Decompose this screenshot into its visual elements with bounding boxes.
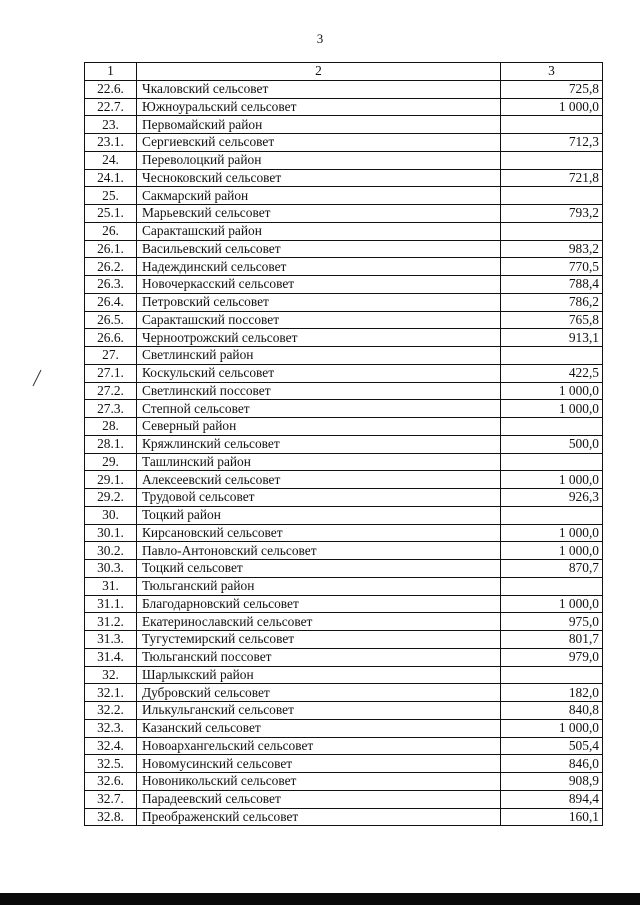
row-value (501, 116, 603, 134)
table-row (85, 364, 603, 382)
row-value: 1 000,0 (501, 400, 603, 418)
row-name: Преображенский сельсовет (137, 808, 501, 826)
row-number: 30. (85, 506, 137, 524)
row-name: Дубровский сельсовет (137, 684, 501, 702)
row-name: Коскульский сельсовет (137, 364, 501, 382)
row-value: 500,0 (501, 435, 603, 453)
row-number: 29. (85, 453, 137, 471)
row-value (501, 666, 603, 684)
row-name: Южноуральский сельсовет (137, 98, 501, 116)
row-number: 31.2. (85, 613, 137, 631)
row-value: 1 000,0 (501, 382, 603, 400)
row-number: 32.8. (85, 808, 137, 826)
table-row (85, 98, 603, 116)
row-number: 32.4. (85, 737, 137, 755)
row-number: 29.2. (85, 489, 137, 507)
table-row (85, 151, 603, 169)
row-number: 26.2. (85, 258, 137, 276)
table-row (85, 205, 603, 223)
row-number: 32.2. (85, 702, 137, 720)
row-number: 30.3. (85, 560, 137, 578)
row-name: Новоархангельский сельсовет (137, 737, 501, 755)
scan-edge-bar (0, 893, 640, 905)
row-number: 26.4. (85, 293, 137, 311)
row-name: Тоцкий район (137, 506, 501, 524)
row-value: 788,4 (501, 276, 603, 294)
table-row (85, 116, 603, 134)
row-name: Надеждинский сельсовет (137, 258, 501, 276)
row-name: Черноотрожский сельсовет (137, 329, 501, 347)
row-name: Чкаловский сельсовет (137, 80, 501, 98)
row-value: 721,8 (501, 169, 603, 187)
row-name: Светлинский район (137, 347, 501, 365)
table-row (85, 790, 603, 808)
table-body (85, 63, 603, 826)
row-name: Тоцкий сельсовет (137, 560, 501, 578)
table-row (85, 329, 603, 347)
row-number: 27.3. (85, 400, 137, 418)
row-number: 31.1. (85, 595, 137, 613)
table-row (85, 169, 603, 187)
row-number: 26.1. (85, 240, 137, 258)
row-value (501, 151, 603, 169)
row-value: 870,7 (501, 560, 603, 578)
stray-pen-mark (30, 368, 44, 388)
row-value: 725,8 (501, 80, 603, 98)
row-value (501, 453, 603, 471)
table-row (85, 577, 603, 595)
row-name: Кряжлинский сельсовет (137, 435, 501, 453)
row-number: 26.5. (85, 311, 137, 329)
page-number: 3 (316, 31, 324, 46)
row-number: 22.7. (85, 98, 137, 116)
row-number: 32.1. (85, 684, 137, 702)
row-value: 983,2 (501, 240, 603, 258)
row-name: Переволоцкий район (137, 151, 501, 169)
table-row (85, 293, 603, 311)
table-row (85, 773, 603, 791)
row-value: 786,2 (501, 293, 603, 311)
table-row (85, 400, 603, 418)
row-number: 32. (85, 666, 137, 684)
row-number: 30.1. (85, 524, 137, 542)
table-row (85, 524, 603, 542)
row-name: Северный район (137, 418, 501, 436)
table-row (85, 453, 603, 471)
row-number: 25. (85, 187, 137, 205)
row-value: 926,3 (501, 489, 603, 507)
table-row (85, 134, 603, 152)
table-row (85, 435, 603, 453)
table-row (85, 187, 603, 205)
row-number: 22.6. (85, 80, 137, 98)
row-name: Сакмарский район (137, 187, 501, 205)
row-number: 26. (85, 222, 137, 240)
allocation-table (84, 62, 603, 826)
row-name: Тюльганский поссовет (137, 648, 501, 666)
row-name: Благодарновский сельсовет (137, 595, 501, 613)
row-number: 27. (85, 347, 137, 365)
row-value (501, 418, 603, 436)
row-name: Саракташский поссовет (137, 311, 501, 329)
table-row (85, 471, 603, 489)
row-value: 422,5 (501, 364, 603, 382)
row-name: Тугустемирский сельсовет (137, 631, 501, 649)
row-name: Новоникольский сельсовет (137, 773, 501, 791)
table-row (85, 808, 603, 826)
row-number: 32.5. (85, 755, 137, 773)
row-value: 1 000,0 (501, 542, 603, 560)
row-name: Кирсановский сельсовет (137, 524, 501, 542)
row-number: 26.3. (85, 276, 137, 294)
row-number: 30.2. (85, 542, 137, 560)
row-value: 182,0 (501, 684, 603, 702)
header-col-1: 1 (85, 63, 137, 81)
row-value (501, 506, 603, 524)
row-value (501, 347, 603, 365)
row-value: 770,5 (501, 258, 603, 276)
row-name: Ташлинский район (137, 453, 501, 471)
row-number: 24.1. (85, 169, 137, 187)
row-name: Шарлыкский район (137, 666, 501, 684)
row-value (501, 577, 603, 595)
table-row (85, 542, 603, 560)
row-number: 25.1. (85, 205, 137, 223)
row-number: 28.1. (85, 435, 137, 453)
row-number: 31.4. (85, 648, 137, 666)
header-col-2: 2 (137, 63, 501, 81)
row-value: 765,8 (501, 311, 603, 329)
table-header-row (85, 63, 603, 81)
table-row (85, 347, 603, 365)
table-row (85, 755, 603, 773)
row-name: Тюльганский район (137, 577, 501, 595)
row-value: 160,1 (501, 808, 603, 826)
row-value: 1 000,0 (501, 471, 603, 489)
row-number: 27.2. (85, 382, 137, 400)
table-row (85, 666, 603, 684)
row-name: Васильевский сельсовет (137, 240, 501, 258)
row-value: 979,0 (501, 648, 603, 666)
row-number: 23. (85, 116, 137, 134)
row-name: Парадеевский сельсовет (137, 790, 501, 808)
row-name: Первомайский район (137, 116, 501, 134)
row-name: Марьевский сельсовет (137, 205, 501, 223)
row-name: Степной сельсовет (137, 400, 501, 418)
row-value: 894,4 (501, 790, 603, 808)
table-row (85, 222, 603, 240)
row-value: 1 000,0 (501, 719, 603, 737)
row-value: 712,3 (501, 134, 603, 152)
header-col-3: 3 (501, 63, 603, 81)
row-name: Илькульганский сельсовет (137, 702, 501, 720)
table-row (85, 631, 603, 649)
row-number: 32.3. (85, 719, 137, 737)
row-number: 32.7. (85, 790, 137, 808)
row-name: Екатеринославский сельсовет (137, 613, 501, 631)
row-number: 26.6. (85, 329, 137, 347)
row-value: 505,4 (501, 737, 603, 755)
row-value: 793,2 (501, 205, 603, 223)
table-row (85, 719, 603, 737)
table-row (85, 311, 603, 329)
table-row (85, 240, 603, 258)
table-row (85, 489, 603, 507)
row-value: 975,0 (501, 613, 603, 631)
table-row (85, 613, 603, 631)
row-name: Новочеркасский сельсовет (137, 276, 501, 294)
table-row (85, 418, 603, 436)
row-name: Саракташский район (137, 222, 501, 240)
row-name: Новомусинский сельсовет (137, 755, 501, 773)
row-number: 27.1. (85, 364, 137, 382)
table-row (85, 258, 603, 276)
row-name: Сергиевский сельсовет (137, 134, 501, 152)
table-row (85, 80, 603, 98)
row-value: 1 000,0 (501, 595, 603, 613)
row-name: Светлинский поссовет (137, 382, 501, 400)
table-row (85, 595, 603, 613)
table-row (85, 702, 603, 720)
row-name: Казанский сельсовет (137, 719, 501, 737)
row-value: 913,1 (501, 329, 603, 347)
table-row (85, 648, 603, 666)
row-value: 801,7 (501, 631, 603, 649)
row-name: Петровский сельсовет (137, 293, 501, 311)
row-number: 28. (85, 418, 137, 436)
row-name: Трудовой сельсовет (137, 489, 501, 507)
table-row (85, 737, 603, 755)
row-number: 29.1. (85, 471, 137, 489)
row-number: 31. (85, 577, 137, 595)
row-name: Павло-Антоновский сельсовет (137, 542, 501, 560)
row-name: Чесноковский сельсовет (137, 169, 501, 187)
table-row (85, 684, 603, 702)
table-row (85, 506, 603, 524)
row-value: 846,0 (501, 755, 603, 773)
row-value: 908,9 (501, 773, 603, 791)
row-value (501, 222, 603, 240)
row-value: 1 000,0 (501, 98, 603, 116)
row-number: 32.6. (85, 773, 137, 791)
table-row (85, 382, 603, 400)
row-number: 23.1. (85, 134, 137, 152)
row-value: 840,8 (501, 702, 603, 720)
row-value: 1 000,0 (501, 524, 603, 542)
row-number: 24. (85, 151, 137, 169)
row-name: Алексеевский сельсовет (137, 471, 501, 489)
row-value (501, 187, 603, 205)
table-row (85, 276, 603, 294)
table-row (85, 560, 603, 578)
row-number: 31.3. (85, 631, 137, 649)
